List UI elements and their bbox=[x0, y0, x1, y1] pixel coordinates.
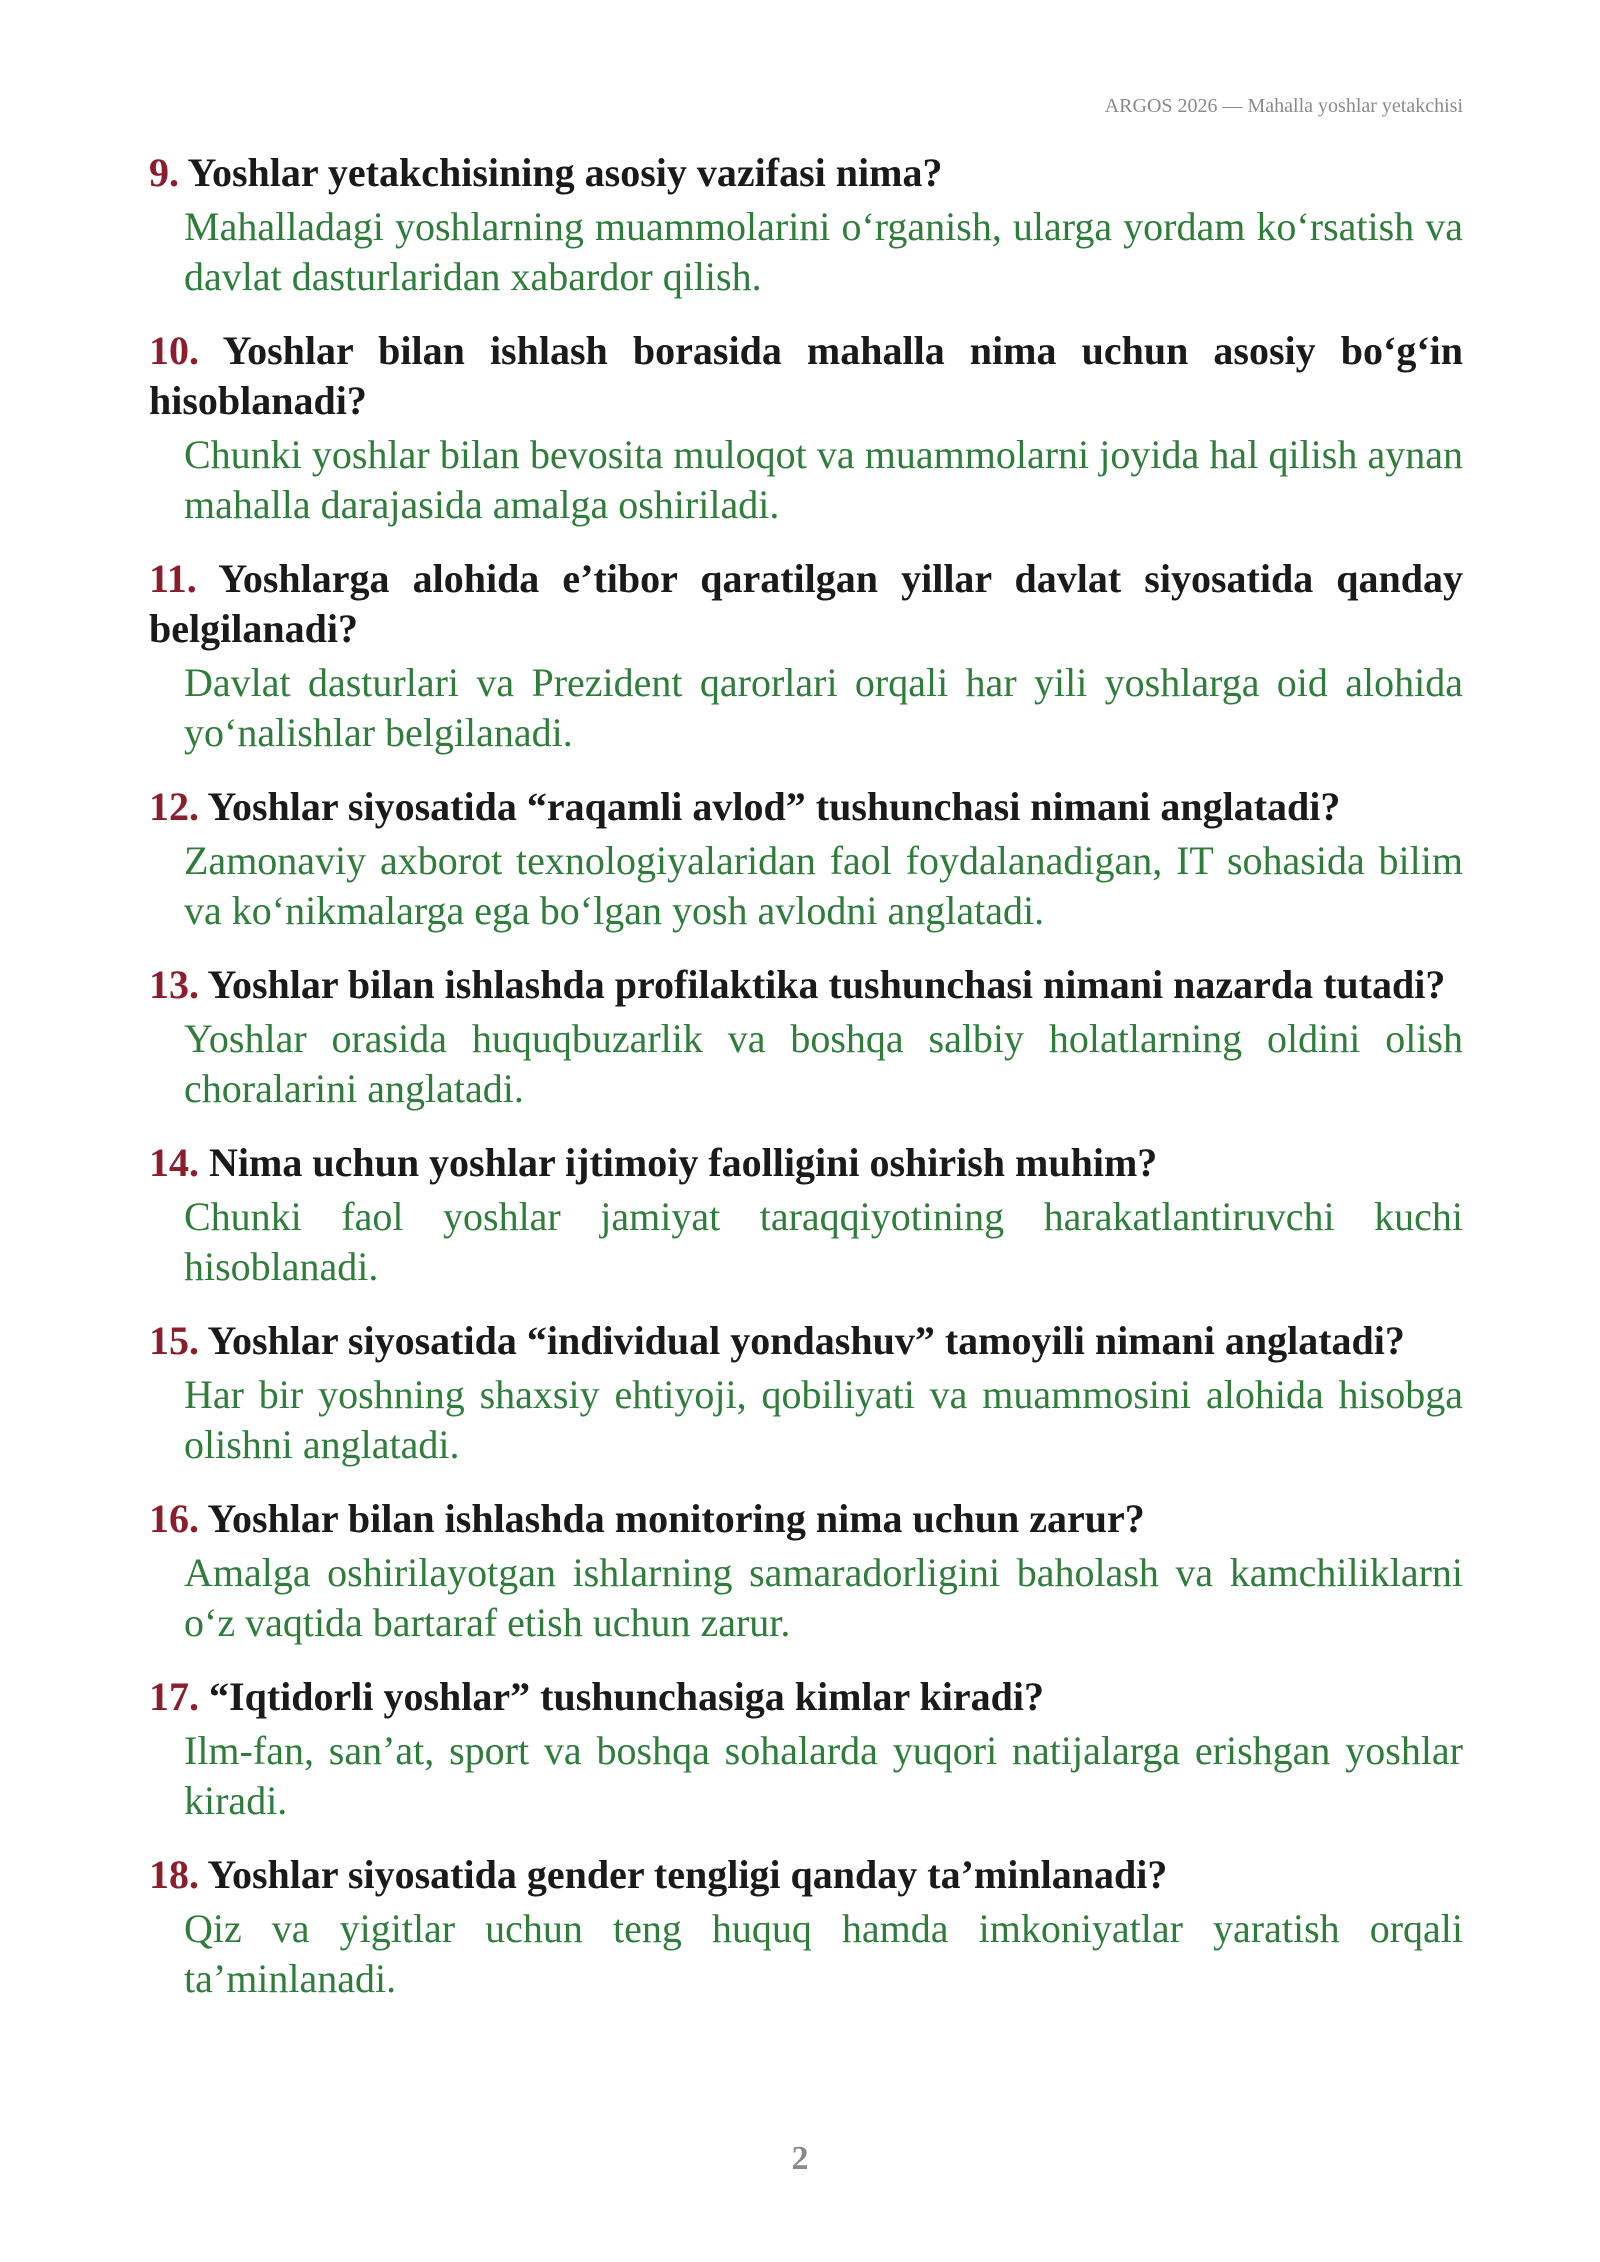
qa-item-17 bbox=[149, 1672, 1463, 1826]
question bbox=[149, 554, 1463, 654]
qa-item-13 bbox=[149, 960, 1463, 1114]
qa-item-18 bbox=[149, 1850, 1463, 2004]
answer-text: Yoshlar orasida huquqbuzarlik va boshqa salbiy holatlarning oldini olish choralarini anglatadi. bbox=[184, 1016, 1463, 1111]
qa-item-14 bbox=[149, 1138, 1463, 1292]
answer-text: Chunki faol yoshlar jamiyat taraqqiyotining harakatlantiruvchi kuchi hisoblanadi. bbox=[184, 1194, 1463, 1289]
question bbox=[149, 1850, 1463, 1900]
question-number: 13. bbox=[149, 962, 199, 1007]
qa-item-12 bbox=[149, 782, 1463, 936]
question-text: Yoshlar siyosatida gender tengligi qanday ta’minlanadi? bbox=[207, 1852, 1168, 1897]
question-text: Yoshlarga alohida e’tibor qaratilgan yillar davlat siyosatida qanday belgilanadi? bbox=[149, 556, 1463, 651]
qa-list bbox=[149, 148, 1463, 2028]
qa-item-16 bbox=[149, 1494, 1463, 1648]
qa-item-10 bbox=[149, 326, 1463, 530]
question-text: “Iqtidorli yoshlar” tushunchasiga kimlar kiradi? bbox=[209, 1674, 1044, 1719]
question-text: Yoshlar yetakchisining asosiy vazifasi nima? bbox=[187, 150, 943, 195]
question-text: Yoshlar siyosatida “individual yondashuv” tamoyili nimani anglatadi? bbox=[207, 1318, 1405, 1363]
qa-item-11 bbox=[149, 554, 1463, 758]
question-number: 16. bbox=[149, 1496, 199, 1541]
answer-text: Amalga oshirilayotgan ishlarning samaradorligini baholash va kamchiliklarni o‘z vaqtida bartaraf etish uchun zarur. bbox=[184, 1550, 1463, 1645]
question-number: 9. bbox=[149, 150, 179, 195]
question bbox=[149, 1672, 1463, 1722]
question bbox=[149, 1494, 1463, 1544]
question-number: 12. bbox=[149, 784, 199, 829]
question-number: 11. bbox=[149, 556, 197, 601]
question bbox=[149, 326, 1463, 426]
qa-item-15 bbox=[149, 1316, 1463, 1470]
question bbox=[149, 960, 1463, 1010]
qa-item-9 bbox=[149, 148, 1463, 302]
question-text: Yoshlar bilan ishlashda profilaktika tushunchasi nimani nazarda tutadi? bbox=[207, 962, 1446, 1007]
question-text: Nima uchun yoshlar ijtimoiy faolligini oshirish muhim? bbox=[209, 1140, 1158, 1185]
question bbox=[149, 148, 1463, 198]
answer-text: Chunki yoshlar bilan bevosita muloqot va muammolarni joyida hal qilish aynan mahalla darajasida amalga oshiriladi. bbox=[184, 432, 1463, 527]
answer-text: Har bir yoshning shaxsiy ehtiyoji, qobiliyati va muammosini alohida hisobga olishni anglatadi. bbox=[184, 1372, 1463, 1467]
question-number: 14. bbox=[149, 1140, 199, 1185]
answer-text: Zamonaviy axborot texnologiyalaridan faol foydalanadigan, IT sohasida bilim va ko‘nikmalarga ega bo‘lgan yosh avlodni anglatadi. bbox=[184, 838, 1463, 933]
page-number: 2 bbox=[791, 2140, 809, 2177]
question-number: 18. bbox=[149, 1852, 199, 1897]
question-number: 17. bbox=[149, 1674, 199, 1719]
question-text: Yoshlar siyosatida “raqamli avlod” tushunchasi nimani anglatadi? bbox=[207, 784, 1341, 829]
answer-text: Davlat dasturlari va Prezident qarorlari orqali har yili yoshlarga oid alohida yo‘nalishlar belgilanadi. bbox=[184, 660, 1463, 755]
question bbox=[149, 1138, 1463, 1188]
question-text: Yoshlar bilan ishlash borasida mahalla nima uchun asosiy bo‘g‘in hisoblanadi? bbox=[149, 328, 1464, 423]
question bbox=[149, 1316, 1463, 1366]
answer-text: Ilm-fan, san’at, sport va boshqa sohalarda yuqori natijalarga erishgan yoshlar kiradi. bbox=[184, 1728, 1463, 1823]
answer-text: Mahalladagi yoshlarning muammolarini o‘rganish, ularga yordam ko‘rsatish va davlat dasturlaridan xabardor qilish. bbox=[184, 204, 1463, 299]
running-header: ARGOS 2026 — Mahalla yoshlar yetakchisi bbox=[1104, 95, 1463, 117]
question-number: 15. bbox=[149, 1318, 199, 1363]
question-text: Yoshlar bilan ishlashda monitoring nima uchun zarur? bbox=[207, 1496, 1145, 1541]
question-number: 10. bbox=[149, 328, 199, 373]
question bbox=[149, 782, 1463, 832]
answer-text: Qiz va yigitlar uchun teng huquq hamda imkoniyatlar yaratish orqali ta’minlanadi. bbox=[184, 1906, 1463, 2001]
